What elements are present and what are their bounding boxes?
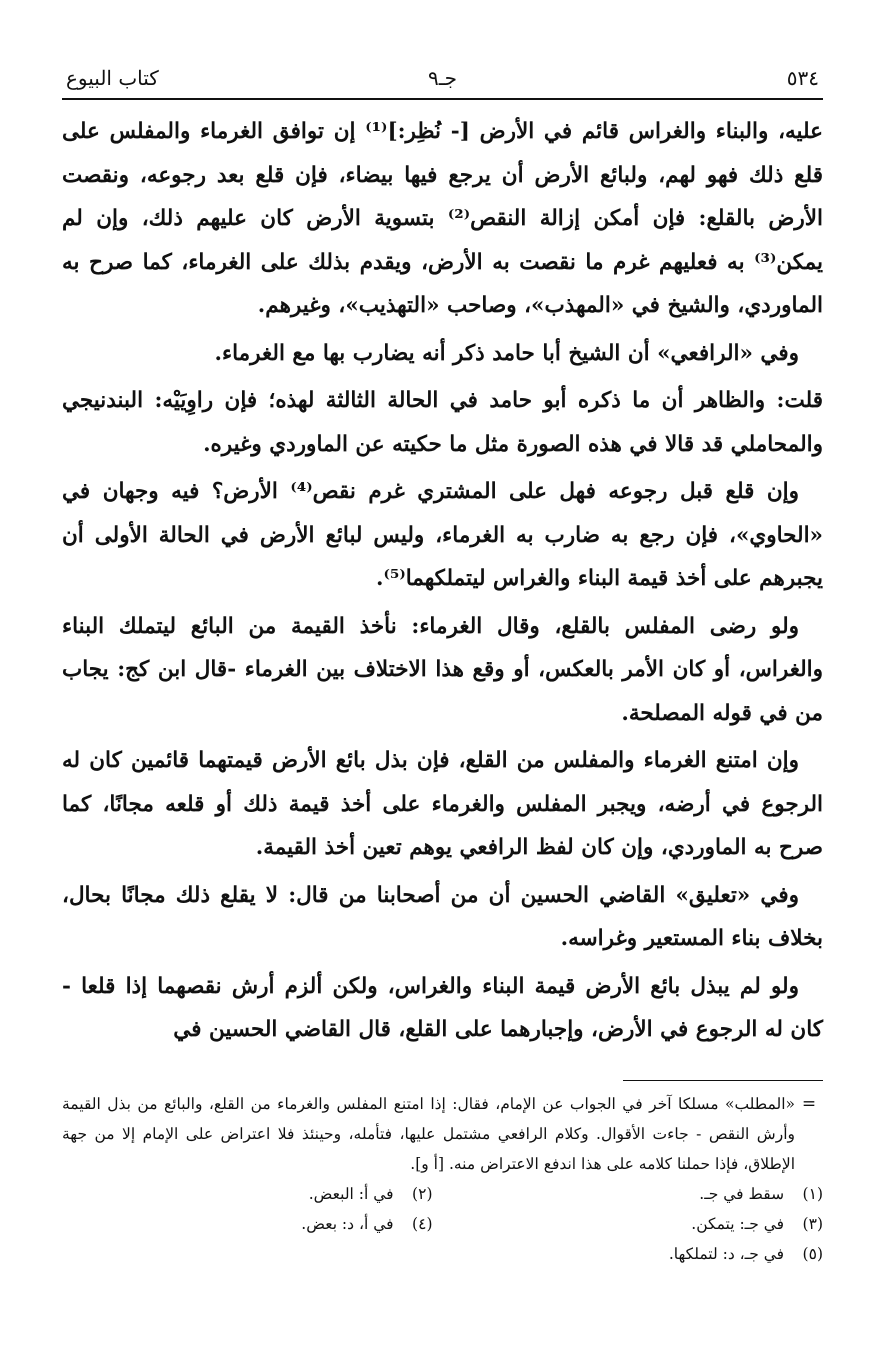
footnotes — [62, 1089, 823, 1269]
paragraph: وفي «الرافعي» أن الشيخ أبا حامد ذكر أنه يضارب بها مع الغرماء. — [214, 340, 799, 366]
continuation-text: «المطلب» مسلكا آخر في الجواب عن الإمام، فقال: إذا امتنع المفلس والغرماء من القلع، والبائع من بذل القيمة وأرش النقص - جاءت الأقوال. وكلام الرافعي مشتمل عليها، فتأمله، وحينئذ فلا اعتراض على الإمام إلا من جهة الإطلاق، فإذا حملنا كلامه على هذا اندفع الاعتراض منه. [أ و]. — [62, 1094, 795, 1173]
paragraph: وفي «تعليق» القاضي الحسين أن من أصحابنا من قال: لا يقلع ذلك مجانًا بحال، بخلاف بناء المستعير وغراسه. — [62, 882, 823, 951]
footnote-number: (٥) — [802, 1244, 823, 1263]
book-title: كتاب البيوع — [66, 66, 159, 90]
footnote-continuation — [62, 1089, 823, 1179]
paragraph: وإن امتنع الغرماء والمفلس من القلع، فإن بذل بائع الأرض قيمتهما قائمين كان له الرجوع في أرضه، ويجبر المفلس والغرماء على أخذ قيمة ذلك أو قلعه مجانًا، كما صرح به الماوردي، وإن كان لفظ الرافعي يوهم تعين أخذ القيمة. — [62, 748, 823, 860]
footnote-list — [62, 1179, 823, 1269]
footnote-number: (٤) — [412, 1214, 433, 1233]
page-number: ٥٣٤ — [786, 66, 819, 90]
volume-label: جـ٩ — [428, 66, 457, 90]
footnote-text: في أ: البعض. — [308, 1184, 394, 1203]
paragraph: وإن قلع قبل رجوعه فهل على المشتري غرم نقص⁽⁴⁾ الأرض؟ فيه وجهان في «الحاوي»، فإن رجع به ضارب به الغرماء، وليس لبائع الأرض في الحالة الأولى أن يجبرهم على أخذ قيمة البناء والغراس ليتملكهما⁽⁵⁾. — [62, 479, 823, 591]
footnote-4 — [62, 1209, 433, 1239]
paragraph: قلت: والظاهر أن ما ذكره أبو حامد في الحالة الثالثة لهذه؛ فإن راوِيَيْه: البندنيجي والمحاملي قد قالا في هذه الصورة مثل ما حكيته عن الماوردي وغيره. — [62, 388, 823, 457]
footnote-5 — [453, 1239, 824, 1269]
paragraph: عليه، والبناء والغراس قائم في الأرض [- نُظِر:]⁽¹⁾ إن توافق الغرماء والمفلس على قلع ذلك فهو لهم، ولبائع الأرض أن يرجع فيها بيضاء، فإن قلع بعد رجوعه، ونقصت الأرض بالقلع: فإن أمكن إزالة النقص⁽²⁾ بتسوية الأرض كان عليهم ذلك، وإن لم يمكن⁽³⁾ به فعليهم غرم ما نقصت به الأرض، ويقدم بذلك على الغرماء، كما صرح به الماوردي، والشيخ في «المهذب»، وصاحب «التهذيب»، وغيرهم. — [62, 119, 823, 318]
footnote-2 — [62, 1179, 433, 1209]
paragraph: ولو لم يبذل بائع الأرض قيمة البناء والغراس، ولكن ألزم أرش نقصهما إذا قلعا - كان له الرجوع في الأرض، وإجبارهما على القلع، قال القاضي الحسين في — [62, 973, 823, 1042]
footnote-rule — [623, 1080, 823, 1081]
main-text — [62, 110, 823, 1052]
page — [62, 58, 823, 1357]
footnote-text: في جـ: يتمكن. — [691, 1214, 785, 1233]
continuation-marker: = — [801, 1093, 817, 1114]
footnote-number: (٣) — [802, 1214, 823, 1233]
footnote-text: في جـ، د: لتملكها. — [668, 1244, 785, 1263]
footnote-number: (٢) — [412, 1184, 433, 1203]
footnote-text: سقط في جـ. — [699, 1184, 785, 1203]
paragraph: ولو رضى المفلس بالقلع، وقال الغرماء: نأخذ القيمة من البائع ليتملك البناء والغراس، أو كان الأمر بالعكس، أو وقع هذا الاختلاف بين الغرماء -قال ابن كج: يجاب من في قوله المصلحة. — [62, 613, 823, 726]
footnote-1 — [453, 1179, 824, 1209]
running-header — [62, 58, 823, 98]
footnote-number: (١) — [802, 1184, 823, 1203]
header-rule — [62, 98, 823, 100]
footnote-3 — [453, 1209, 824, 1239]
footnote-text: في أ، د: بعض. — [301, 1214, 394, 1233]
